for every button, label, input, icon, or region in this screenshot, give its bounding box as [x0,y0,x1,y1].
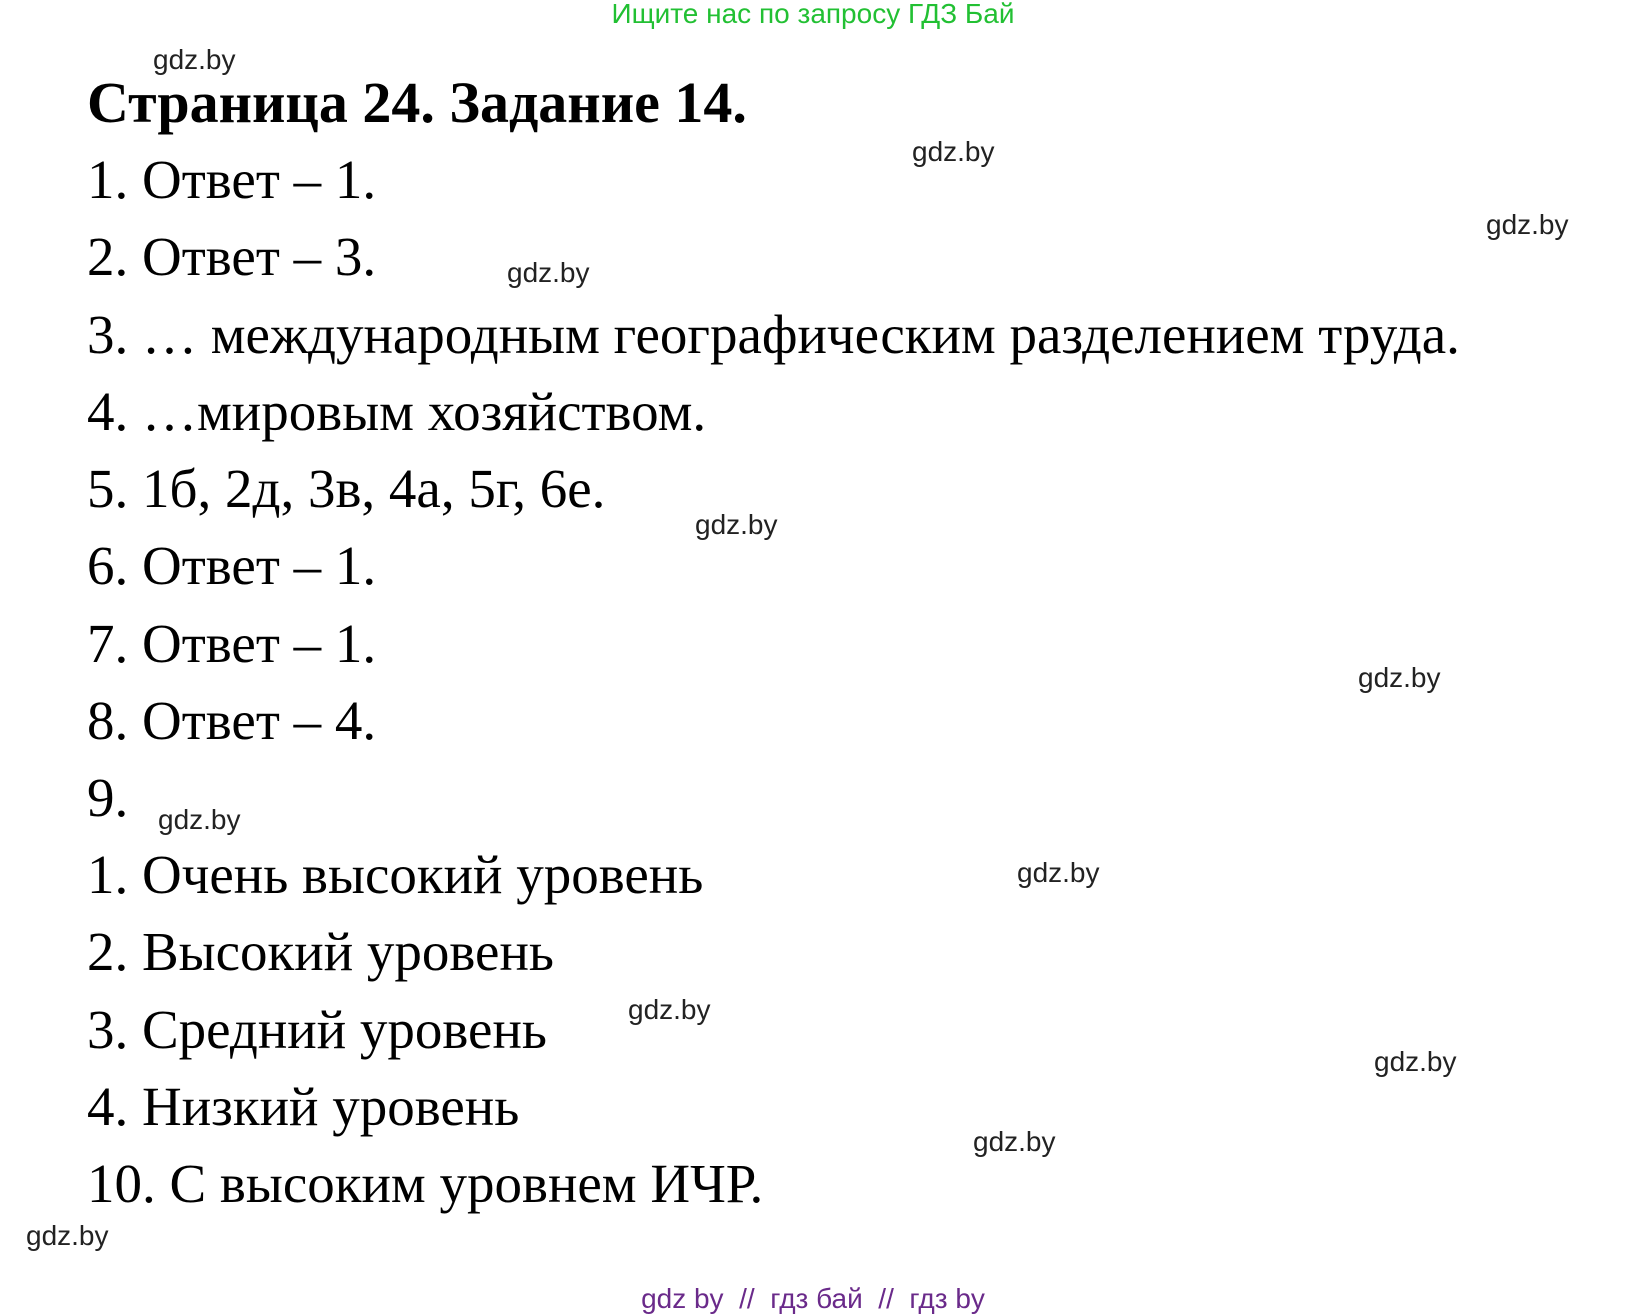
watermark: gdz.by [153,44,236,75]
answer-line: 3. … международным географическим разделением труда. [87,304,1460,365]
answer-line: 10. С высоким уровнем ИЧР. [87,1153,764,1214]
watermark: gdz.by [1017,857,1100,888]
watermark: gdz.by [628,994,711,1025]
answer-line: 7. Ответ – 1. [87,613,377,674]
answer-line: 3. Средний уровень [87,999,547,1060]
watermark: gdz.by [912,136,995,167]
answer-line: 5. 1б, 2д, 3в, 4а, 5г, 6е. [87,458,606,519]
answer-line: 4. …мировым хозяйством. [87,381,707,442]
watermark: gdz.by [973,1126,1056,1157]
answer-line: 4. Низкий уровень [87,1076,520,1137]
watermark: gdz.by [1374,1046,1457,1077]
watermark: gdz.by [507,257,590,288]
watermark: gdz.by [695,509,778,540]
watermark: gdz.by [158,804,241,835]
watermark: gdz.by [1358,662,1441,693]
answer-line: 1. Ответ – 1. [87,149,377,210]
answer-line: 9. [87,767,129,828]
answer-line: 1. Очень высокий уровень [87,844,704,905]
answer-line: 2. Ответ – 3. [87,226,377,287]
answer-line: 6. Ответ – 1. [87,535,377,596]
watermark: gdz.by [26,1220,109,1251]
page-title: Страница 24. Задание 14. [87,70,747,135]
footer-links: gdz by // гдз бай // гдз by [641,1283,985,1314]
answer-line: 2. Высокий уровень [87,921,554,982]
watermark: gdz.by [1486,209,1569,240]
answer-line: 8. Ответ – 4. [87,690,377,751]
search-banner: Ищите нас по запросу ГДЗ Бай [611,0,1015,29]
